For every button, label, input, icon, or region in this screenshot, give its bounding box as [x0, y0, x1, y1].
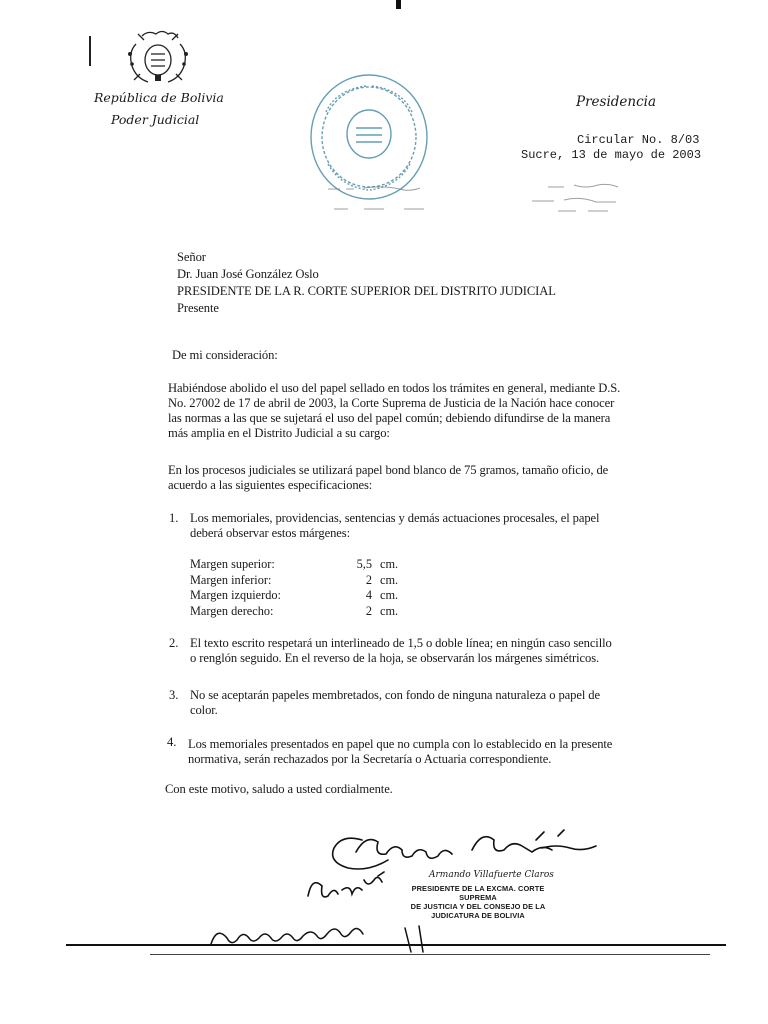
signer-title-line: JUDICATURA DE BOLIVIA	[431, 911, 525, 920]
item-number: 2.	[169, 636, 179, 650]
margin-value: 2	[365, 572, 372, 587]
margin-row	[190, 604, 420, 620]
recipient-presente: Presente	[177, 301, 219, 315]
margin-unit: cm.	[380, 572, 399, 587]
intro-line: más amplia en el Distrito Judicial a su cargo:	[168, 426, 390, 440]
margin-row	[190, 557, 420, 573]
margin-label: Margen izquierdo:	[190, 588, 281, 602]
margin-value: 2	[365, 603, 372, 618]
recipient-block	[177, 250, 556, 318]
item-line: deberá observar estos márgenes:	[190, 526, 350, 540]
item-line: El texto escrito respetará un interlineado de 1,5 o doble línea; en ningún caso sencillo	[190, 636, 612, 650]
item-line: Los memoriales presentados en papel que no cumpla con lo establecido en la presente	[188, 737, 613, 751]
bottom-rule-thin	[150, 954, 710, 955]
scan-mark-top	[396, 0, 401, 9]
spec-line: En los procesos judiciales se utilizará papel bond blanco de 75 gramos, tamaño oficio, de	[168, 463, 609, 477]
margin-label: Margen superior:	[190, 557, 275, 571]
scan-mark-left	[89, 36, 91, 66]
list-item	[190, 688, 670, 718]
bottom-rule	[66, 944, 726, 946]
margins-table	[190, 557, 420, 619]
list-item	[190, 511, 670, 541]
circular-number: Circular No. 8/03	[577, 133, 700, 147]
margin-row	[190, 573, 420, 589]
recipient-name: Dr. Juan José González Oslo	[177, 267, 319, 281]
margin-unit: cm.	[380, 557, 399, 571]
list-item	[190, 636, 670, 666]
signer-title-line: PRESIDENTE DE LA EXCMA. CORTE SUPREMA	[411, 884, 545, 902]
item-line: No se aceptarán papeles membretados, con fondo de ninguna naturaleza o papel de	[190, 688, 600, 702]
item-number: 1.	[169, 511, 179, 525]
margin-row	[190, 588, 420, 604]
margin-value: 4	[365, 588, 372, 602]
intro-paragraph	[168, 381, 668, 441]
item-number: 3.	[169, 688, 179, 702]
signer-title	[398, 884, 558, 920]
recipient-position: PRESIDENTE DE LA R. CORTE SUPERIOR DEL DISTRITO JUDICIAL	[177, 284, 556, 298]
greeting: De mi consideración:	[172, 348, 278, 362]
header-office: Presidencia	[576, 94, 657, 110]
closing-line: Con este motivo, saludo a usted cordialmente.	[165, 782, 393, 796]
intro-line: No. 27002 de 17 de abril de 2003, la Corte Suprema de Justicia de la Nación hace conocer	[168, 396, 615, 410]
bottom-signature	[205, 918, 445, 958]
seal-ink-marks	[324, 183, 474, 215]
margin-unit: cm.	[380, 603, 399, 618]
signer-name: Armando Villafuerte Claros	[429, 870, 554, 880]
header-country: República de Bolivia	[94, 90, 224, 105]
intro-line: Habiéndose abolido el uso del papel sellado en todos los trámites en general, mediante D.S.	[168, 381, 621, 395]
margin-unit: cm.	[380, 588, 399, 602]
item-line: o renglón seguido. En el reverso de la hoja, se observarán los márgenes simétricos.	[190, 651, 600, 665]
item-line: color.	[190, 703, 218, 717]
item-line: normativa, serán rechazados por la Secretaría o Actuaria correspondiente.	[188, 752, 552, 766]
list-item	[188, 737, 670, 767]
spec-paragraph	[168, 463, 668, 493]
recipient-salutation: Señor	[177, 250, 206, 264]
spec-line: acuerdo a las siguientes especificaciones:	[168, 478, 373, 492]
place-and-date: Sucre, 13 de mayo de 2003	[521, 148, 702, 162]
header-institution: Poder Judicial	[111, 112, 200, 127]
item-line: Los memoriales, providencias, sentencias y demás actuaciones procesales, el papel	[190, 511, 600, 525]
item-number: 4.	[167, 735, 177, 749]
intro-line: las normas a las que se sujetará el uso del papel común; debiendo difundirse de la manera	[168, 411, 611, 425]
signer-title-line: DE JUSTICIA Y DEL CONSEJO DE LA	[410, 902, 546, 911]
coat-of-arms-icon	[122, 30, 194, 88]
margin-label: Margen derecho:	[190, 603, 274, 618]
margin-label: Margen inferior:	[190, 572, 272, 587]
margin-value: 5,5	[356, 557, 372, 571]
right-ink-marks	[528, 181, 648, 215]
secondary-signature	[300, 866, 400, 908]
